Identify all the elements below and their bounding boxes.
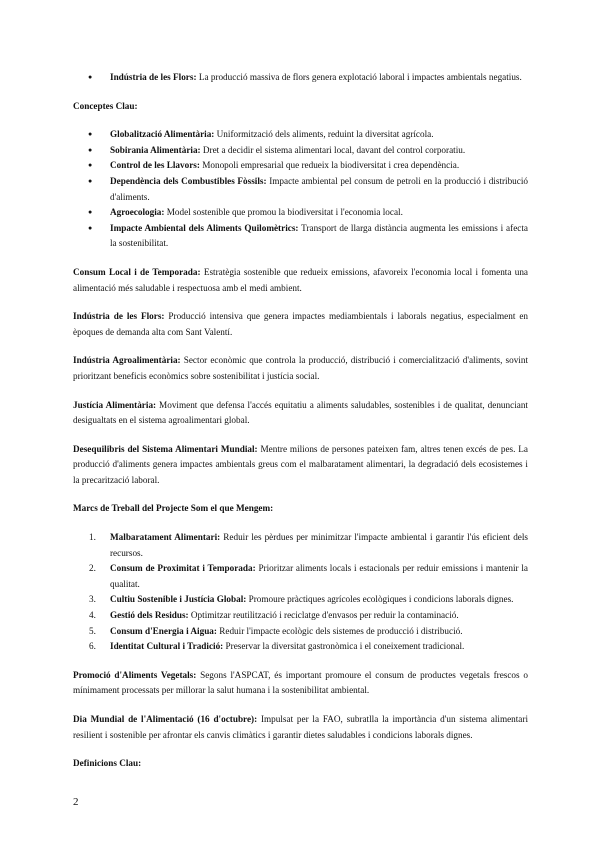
term: Promoció d'Aliments Vegetals:	[73, 669, 197, 680]
term: Malbaratament Alimentari:	[110, 532, 221, 543]
term: Desequilibris del Sistema Alimentari Mundial:	[73, 443, 258, 454]
paragraph	[73, 668, 528, 699]
term: Impacte Ambiental dels Aliments Quilomètrics:	[110, 222, 299, 233]
term: Indústria de les Flors:	[110, 72, 197, 82]
item-number: 3.	[89, 594, 96, 605]
top-bullet-list	[73, 70, 528, 86]
term: Agroecologia:	[110, 207, 165, 218]
term: Gestió dels Residus:	[110, 610, 189, 621]
list-item	[73, 639, 528, 655]
list-item	[73, 205, 528, 221]
term: Control de les Llavors:	[110, 160, 200, 171]
description: La producció massiva de flors genera explotació laboral i impactes ambientals negatius.	[196, 72, 522, 82]
description: Producció intensiva que genera impactes mediambientals i laborals negatius, especialment en èpoques de demanda alta com Sant Valentí.	[73, 311, 529, 337]
description: Reduir les pèrdues per minimitzar l'impacte ambiental i garantir l'ús eficient dels recursos.	[110, 532, 528, 558]
description: Dret a decidir el sistema alimentari local, davant del control corporatiu.	[200, 144, 466, 155]
list-item	[73, 221, 528, 252]
list-item	[73, 174, 528, 205]
description: Prioritzar aliments locals i estacionals per reduir emissions i mantenir la qualitat.	[110, 563, 528, 589]
term: Sobirania Alimentària:	[110, 144, 201, 155]
term: Consum Local i de Temporada:	[73, 266, 201, 277]
term: Identitat Cultural i Tradició:	[110, 641, 224, 652]
list-item	[73, 592, 528, 608]
paragraph	[73, 265, 528, 296]
term: Cultiu Sostenible i Justícia Global:	[110, 594, 247, 605]
item-number: 2.	[89, 563, 96, 574]
item-number: 6.	[89, 641, 96, 652]
list-item	[73, 158, 528, 174]
paragraph	[73, 309, 528, 340]
frameworks-list	[73, 530, 528, 655]
term: Globalització Alimentària:	[110, 129, 215, 140]
key-concepts-heading: Conceptes Clau:	[73, 100, 138, 111]
term: Indústria de les Flors:	[73, 311, 165, 322]
term: Consum de Proximitat i Temporada:	[110, 563, 256, 574]
term: Justícia Alimentària:	[73, 399, 157, 410]
list-item	[73, 143, 528, 159]
item-number: 4.	[89, 610, 96, 621]
term: Dependència dels Combustibles Fòssils:	[110, 175, 267, 186]
page-content	[73, 70, 528, 772]
term: Indústria Agroalimentària:	[73, 355, 181, 366]
description: Moviment que defensa l'accés equitatiu a aliments saludables, sostenibles i de qualitat, denunciant desigualtats en el sistema agroalimentari global.	[73, 399, 528, 426]
description: Mentre milions de persones pateixen fam, altres tenen excés de pes. La producció d'aliments genera impactes ambientals greus com el malbaratament alimentari, la degradació dels ecosistemes i la precarització laboral.	[73, 443, 529, 485]
paragraph	[73, 353, 528, 384]
list-item	[73, 561, 528, 592]
description: Impacte ambiental pel consum de petroli en la producció i distribució d'aliments.	[110, 175, 528, 202]
list-item	[73, 530, 528, 561]
description: Promoure pràctiques agrícoles ecològiques i condicions laborals dignes.	[246, 594, 514, 605]
list-item	[73, 70, 528, 86]
item-number: 1.	[89, 532, 96, 543]
item-number: 5.	[89, 625, 96, 636]
description: Segons l'ASPCAT, és important promoure el consum de productes vegetals frescos o mínimament processats per millorar la salut humana i la sostenibilitat ambiental.	[73, 669, 528, 696]
key-concepts-list	[73, 127, 528, 252]
description: Model sostenible que promou la biodiversitat i l'economia local.	[164, 207, 403, 218]
term: Consum d'Energia i Aigua:	[110, 625, 217, 636]
description: Monopoli empresarial que redueix la biodiversitat i crea dependència.	[199, 160, 460, 171]
list-item	[73, 608, 528, 624]
description: Optimitzar reutilització i reciclatge d'envasos per reduir la contaminació.	[188, 610, 459, 621]
definitions-heading: Definicions Clau:	[73, 758, 142, 769]
term: Dia Mundial de l'Alimentació (16 d'octubre):	[73, 714, 258, 724]
paragraph	[73, 712, 528, 743]
page-number: 2	[73, 796, 79, 808]
description: Sector econòmic que controla la producció, distribució i comercialització d'aliments, sovint prioritzant beneficis econòmics sobre sostenibilitat i justícia social.	[73, 355, 529, 381]
paragraph	[73, 442, 528, 489]
frameworks-heading: Marcs de Treball del Projecte Som el que Mengem:	[73, 503, 274, 514]
paragraph	[73, 398, 528, 429]
list-item	[73, 624, 528, 640]
list-item	[73, 127, 528, 143]
description: Reduir l'impacte ecològic dels sistemes de producció i distribució.	[216, 625, 463, 636]
description: Impulsat per la FAO, subratlla la importància d'un sistema alimentari resilient i sostenible per afrontar els canvis climàtics i garantir dietes saludables i condicions laborals dignes.	[73, 714, 528, 740]
description: Estratègia sostenible que redueix emissions, afavoreix l'economia local i fomenta una alimentació més saludable i respectuosa amb el medi ambient.	[73, 266, 528, 293]
description: Transport de llarga distància augmenta les emissions i afecta la sostenibilitat.	[110, 222, 528, 249]
description: Uniformització dels aliments, reduint la diversitat agrícola.	[214, 129, 434, 140]
description: Preservar la diversitat gastronòmica i el coneixement tradicional.	[223, 641, 465, 652]
